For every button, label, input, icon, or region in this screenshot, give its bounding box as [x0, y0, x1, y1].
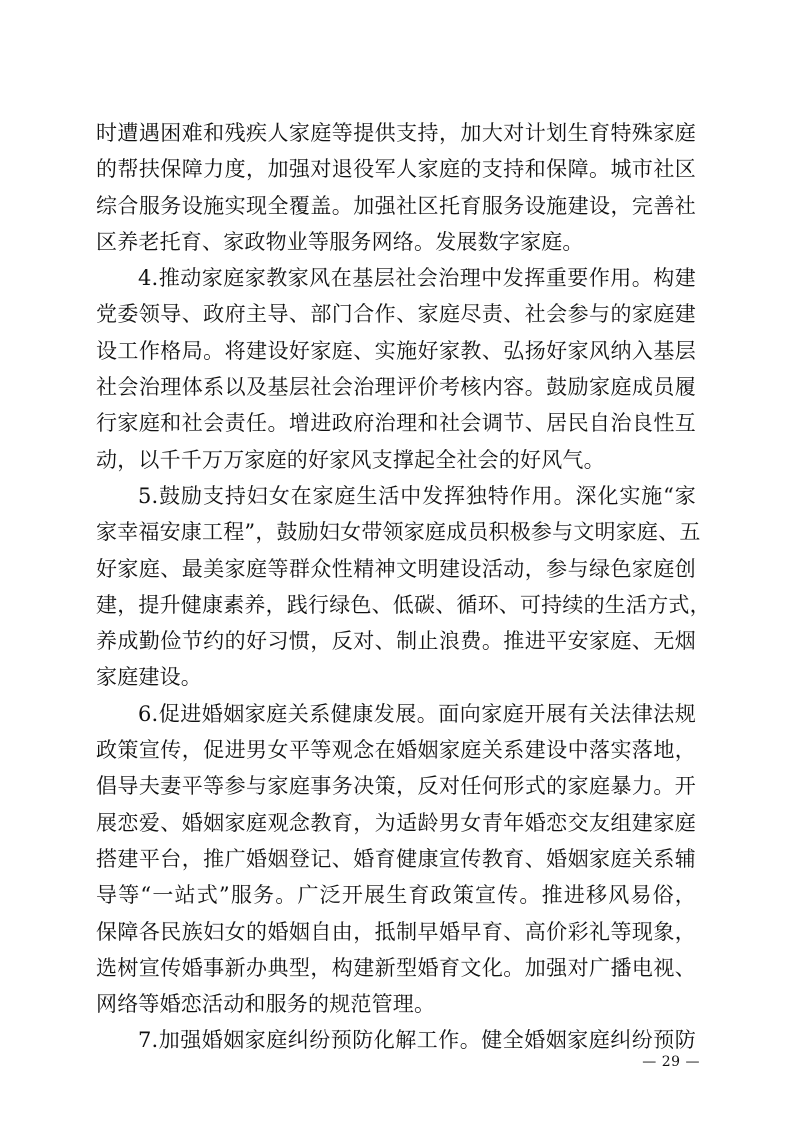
text-line-20: 展恋爱、婚姻家庭观念教育，为适龄男女青年婚恋交友组建家庭 [96, 810, 696, 835]
text-line-26: 7.加强婚姻家庭纠纷预防化解工作。健全婚姻家庭纠纷预防 [138, 1028, 696, 1053]
text-line-6: 党委领导、政府主导、部门合作、家庭尽责、社会参与的家庭建 [96, 302, 696, 327]
text-line-25: 网络等婚恋活动和服务的规范管理。 [96, 992, 436, 1017]
page-number: — 29 — [642, 1054, 700, 1070]
text-line-4: 区养老托育、家政物业等服务网络。发展数字家庭。 [96, 229, 584, 254]
text-line-5: 4.推动家庭家教家风在基层社会治理中发挥重要作用。构建 [138, 266, 696, 291]
text-line-19: 倡导夫妻平等参与家庭事务决策，反对任何形式的家庭暴力。开 [96, 774, 696, 799]
text-line-24: 选树宣传婚事新办典型，构建新型婚育文化。加强对广播电视、 [96, 955, 696, 980]
text-line-13: 好家庭、最美家庭等群众性精神文明建设活动，参与绿色家庭创 [96, 556, 696, 581]
text-line-2: 的帮扶保障力度，加强对退役军人家庭的支持和保障。城市社区 [96, 157, 696, 182]
text-line-12: 家幸福安康工程”，鼓励妇女带领家庭成员积极参与文明家庭、五 [96, 520, 701, 545]
text-line-14: 建，提升健康素养，践行绿色、低碳、循环、可持续的生活方式， [96, 592, 711, 617]
text-line-3: 综合服务设施实现全覆盖。加强社区托育服务设施建设，完善社 [96, 193, 696, 218]
text-line-1: 时遭遇困难和残疾人家庭等提供支持，加大对计划生育特殊家庭 [96, 121, 696, 145]
text-line-7: 设工作格局。将建设好家庭、实施好家教、弘扬好家风纳入基层 [96, 338, 696, 363]
body-text [96, 115, 711, 1059]
text-line-17: 6.促进婚姻家庭关系健康发展。面向家庭开展有关法律法规 [138, 701, 696, 726]
text-line-18: 政策宣传，促进男女平等观念在婚姻家庭关系建设中落实落地， [96, 738, 696, 763]
text-line-10: 动，以千千万万家庭的好家风支撑起全社会的好风气。 [96, 447, 605, 472]
text-line-21: 搭建平台，推广婚姻登记、婚育健康宣传教育、婚姻家庭关系辅 [96, 846, 696, 871]
text-line-9: 行家庭和社会责任。增进政府治理和社会调节、居民自治良性互 [96, 411, 696, 436]
text-line-15: 养成勤俭节约的好习惯，反对、制止浪费。推进平安家庭、无烟 [96, 629, 696, 654]
text-line-8: 社会治理体系以及基层社会治理评价考核内容。鼓励家庭成员履 [96, 375, 696, 400]
text-line-23: 保障各民族妇女的婚姻自由，抵制早婚早育、高价彩礼等现象， [96, 919, 696, 944]
text-line-22: 导等“一站式”服务。广泛开展生育政策宣传。推进移风易俗， [96, 883, 696, 908]
text-line-16: 家庭建设。 [96, 665, 202, 690]
text-line-11: 5.鼓励支持妇女在家庭生活中发挥独特作用。深化实施“家 [138, 483, 696, 508]
